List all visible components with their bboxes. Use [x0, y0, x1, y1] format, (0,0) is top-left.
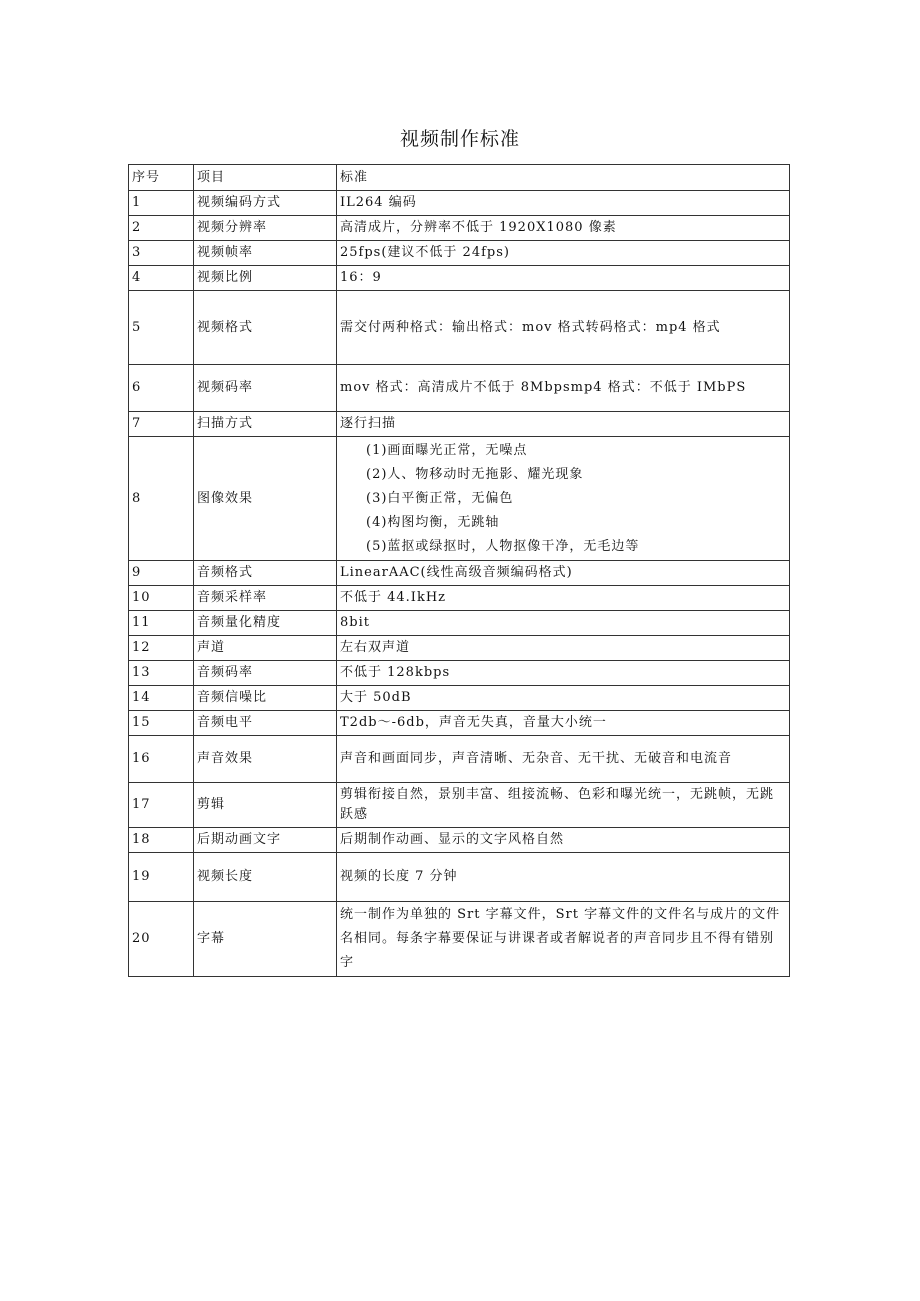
row-item: 音频格式	[194, 561, 337, 586]
row-no: 17	[129, 783, 194, 828]
row-no: 1	[129, 191, 194, 216]
row-item: 音频量化精度	[194, 611, 337, 636]
page-title: 视频制作标准	[399, 128, 520, 150]
row-no: 3	[129, 241, 194, 266]
row-item: 声道	[194, 636, 337, 661]
header-no: 序号	[129, 165, 194, 191]
table-row	[129, 586, 790, 611]
row-no: 9	[129, 561, 194, 586]
row-standard: 16：9	[337, 266, 790, 291]
row-item: 后期动画文字	[194, 828, 337, 853]
table-row	[129, 711, 790, 736]
row-standard: 剪辑衔接自然，景别丰富、组接流畅、色彩和曝光统一，无跳帧，无跳跃感	[337, 783, 790, 828]
row-item: 字幕	[194, 902, 337, 977]
standards-table	[128, 164, 790, 977]
row-no: 11	[129, 611, 194, 636]
table-row	[129, 636, 790, 661]
row-standard: 高清成片，分辨率不低于 1920X1080 像素	[337, 216, 790, 241]
row-item: 音频电平	[194, 711, 337, 736]
table-row	[129, 736, 790, 783]
row-item: 音频信噪比	[194, 686, 337, 711]
row-standard: 视频的长度 7 分钟	[337, 853, 790, 902]
row-no: 7	[129, 412, 194, 437]
row-no: 15	[129, 711, 194, 736]
row-item: 声音效果	[194, 736, 337, 783]
table-row	[129, 828, 790, 853]
row-item: 视频码率	[194, 365, 337, 412]
row-no: 13	[129, 661, 194, 686]
row-item: 视频帧率	[194, 241, 337, 266]
row-no: 8	[129, 437, 194, 561]
row-item: 视频长度	[194, 853, 337, 902]
row-standard: LinearAAC(线性高级音频编码格式)	[337, 561, 790, 586]
row-standard: 25fps(建议不低于 24fps)	[337, 241, 790, 266]
row-item: 剪辑	[194, 783, 337, 828]
table-row	[129, 561, 790, 586]
row-no: 10	[129, 586, 194, 611]
row-item: 视频格式	[194, 291, 337, 365]
row-item: 视频分辨率	[194, 216, 337, 241]
row-no: 5	[129, 291, 194, 365]
row-no: 18	[129, 828, 194, 853]
row-standard: 声音和画面同步，声音清晰、无杂音、无干扰、无破音和电流音	[337, 736, 790, 783]
row-no: 20	[129, 902, 194, 977]
row-no: 16	[129, 736, 194, 783]
row-no: 6	[129, 365, 194, 412]
row-standard: T2db～-6db，声音无失真，音量大小统一	[337, 711, 790, 736]
table-row	[129, 412, 790, 437]
row-no: 4	[129, 266, 194, 291]
row-item: 音频码率	[194, 661, 337, 686]
table-row	[129, 266, 790, 291]
list-item: (1)画面曝光正常，无噪点	[366, 442, 528, 458]
row-standard	[337, 437, 790, 561]
table-row	[129, 291, 790, 365]
header-item: 项目	[194, 165, 337, 191]
row-no: 12	[129, 636, 194, 661]
row-standard: 后期制作动画、显示的文字风格自然	[337, 828, 790, 853]
row-item: 图像效果	[194, 437, 337, 561]
list-item: (2)人、物移动时无拖影、耀光现象	[366, 466, 584, 482]
header-standard: 标准	[337, 165, 790, 191]
row-standard: 统一制作为单独的 Srt 字幕文件，Srt 字幕文件的文件名与成片的文件名相同。每条字幕要保证与讲课者或者解说者的声音同步且不得有错别字	[337, 902, 790, 977]
row-item: 扫描方式	[194, 412, 337, 437]
table-header-row	[129, 165, 790, 191]
table-row	[129, 611, 790, 636]
table-row	[129, 902, 790, 977]
list-item: (3)白平衡正常，无偏色	[366, 490, 514, 506]
list-item: (4)构图均衡，无跳轴	[366, 514, 500, 530]
row-standard: 逐行扫描	[337, 412, 790, 437]
table-row	[129, 365, 790, 412]
row-standard: IL264 编码	[337, 191, 790, 216]
row-standard: 8bit	[337, 611, 790, 636]
row-item: 音频采样率	[194, 586, 337, 611]
table-row	[129, 853, 790, 902]
row-item: 视频编码方式	[194, 191, 337, 216]
table-row	[129, 191, 790, 216]
row-standard: 不低于 44.IkHz	[337, 586, 790, 611]
table-row	[129, 241, 790, 266]
row-standard: 不低于 128kbps	[337, 661, 790, 686]
row-item: 视频比例	[194, 266, 337, 291]
row-standard: 大于 50dB	[337, 686, 790, 711]
table-row	[129, 686, 790, 711]
row-standard: mov 格式：高清成片不低于 8Mbpsmp4 格式：不低于 IMbPS	[337, 365, 790, 412]
table-row	[129, 783, 790, 828]
table-row	[129, 216, 790, 241]
row-no: 2	[129, 216, 194, 241]
list-item: (5)蓝抠或绿抠时，人物抠像干净，无毛边等	[366, 538, 640, 554]
row-standard: 左右双声道	[337, 636, 790, 661]
row-no: 19	[129, 853, 194, 902]
row-standard: 需交付两种格式：输出格式：mov 格式转码格式：mp4 格式	[337, 291, 790, 365]
row-no: 14	[129, 686, 194, 711]
table-row	[129, 661, 790, 686]
image-effects-list	[340, 439, 786, 559]
table-row	[129, 437, 790, 561]
